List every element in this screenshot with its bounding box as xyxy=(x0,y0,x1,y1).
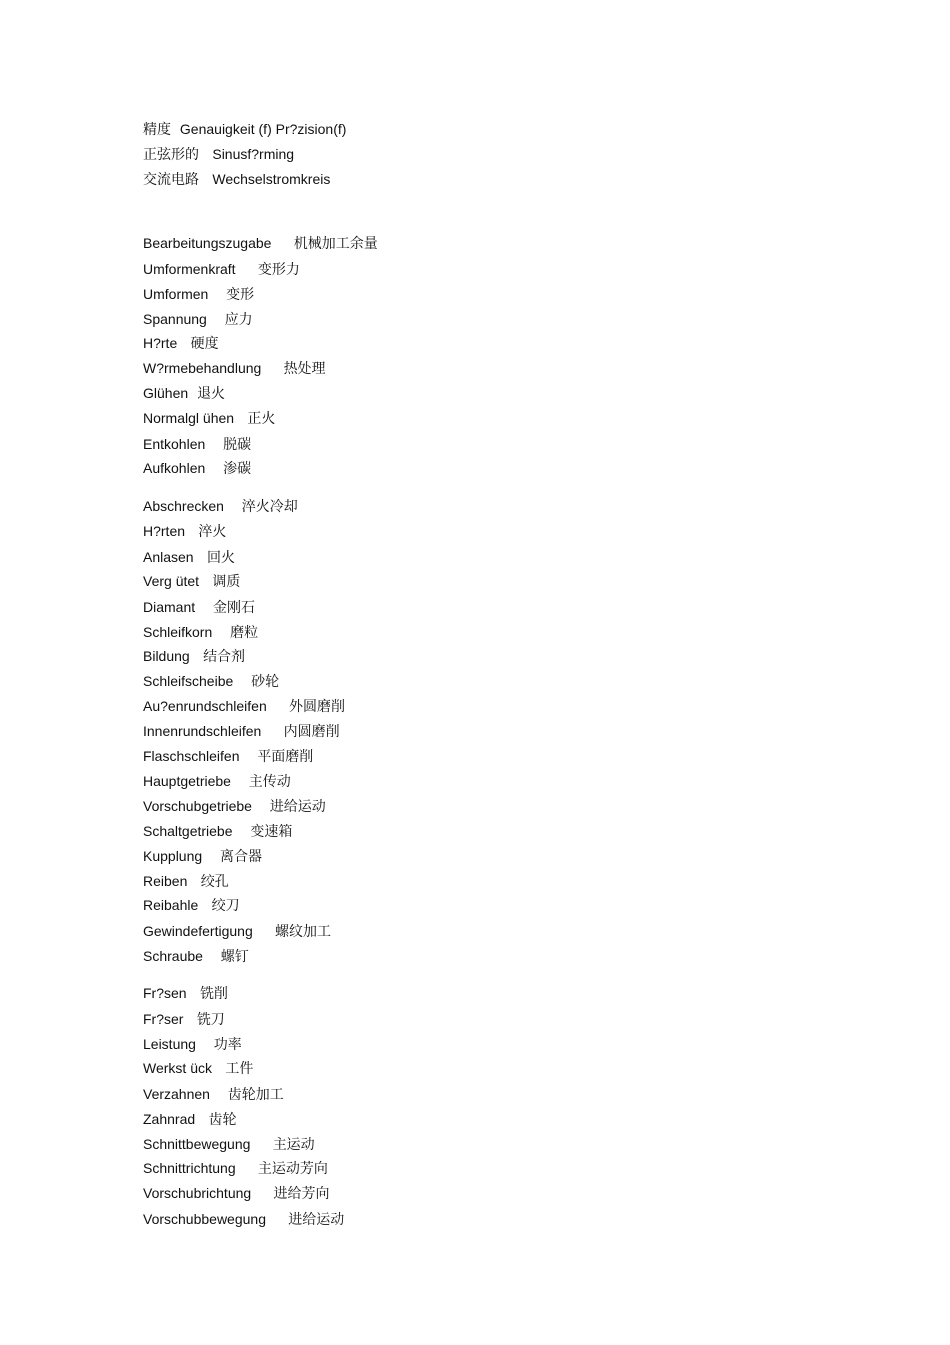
term-chinese: 功率 xyxy=(213,1037,242,1053)
term-german: Werkst ück xyxy=(143,1060,212,1076)
term-line xyxy=(143,845,262,867)
term-chinese: 淬火冷却 xyxy=(241,499,298,515)
term-german: Hauptgetriebe xyxy=(143,773,231,789)
term-german: Glühen xyxy=(143,385,189,401)
term-german: Verzahnen xyxy=(143,1086,210,1102)
term-chinese: 淬火 xyxy=(198,524,227,540)
term-line xyxy=(143,1008,225,1030)
term-german: Wechselstromkreis xyxy=(212,171,331,187)
term-chinese: 螺钉 xyxy=(220,949,249,965)
term-line xyxy=(143,770,291,792)
term-chinese: 脱碳 xyxy=(223,437,252,453)
term-german: Bearbeitungszugabe xyxy=(143,235,272,251)
term-line xyxy=(143,1033,242,1055)
term-chinese: 齿轮加工 xyxy=(227,1087,284,1103)
term-german: H?rte xyxy=(143,335,178,351)
term-line xyxy=(143,546,235,568)
term-chinese: 绞孔 xyxy=(200,874,229,890)
term-chinese: 热处理 xyxy=(283,361,326,377)
term-line xyxy=(143,982,228,1004)
term-line xyxy=(143,645,245,667)
term-line xyxy=(143,457,251,479)
term-chinese: 工件 xyxy=(225,1061,254,1077)
term-line xyxy=(143,520,226,542)
term-chinese: 外圆磨削 xyxy=(289,699,346,715)
term-line xyxy=(143,945,249,967)
term-line xyxy=(143,695,345,717)
term-german: Bildung xyxy=(143,648,190,664)
term-german: Sinusf?rming xyxy=(212,146,295,162)
term-chinese: 离合器 xyxy=(219,849,262,865)
term-chinese: 砂轮 xyxy=(251,674,280,690)
term-german: Diamant xyxy=(143,599,196,615)
term-line xyxy=(143,1157,328,1179)
term-line xyxy=(143,795,326,817)
term-german: Fr?ser xyxy=(143,1011,184,1027)
term-chinese: 变形 xyxy=(226,287,255,303)
term-chinese: 铣刀 xyxy=(196,1012,225,1028)
term-line xyxy=(143,407,275,429)
term-german: Au?enrundschleifen xyxy=(143,698,267,714)
term-german: H?rten xyxy=(143,523,186,539)
term-chinese: 磨粒 xyxy=(230,625,259,641)
term-line xyxy=(143,894,240,916)
term-line xyxy=(143,283,254,305)
term-line xyxy=(143,720,340,742)
term-german: Schleifkorn xyxy=(143,624,213,640)
term-german: Anlasen xyxy=(143,549,194,565)
term-german: Verg ütet xyxy=(143,573,200,589)
term-line xyxy=(143,1133,315,1155)
term-german: Zahnrad xyxy=(143,1111,196,1127)
term-line xyxy=(143,168,330,190)
term-german: Entkohlen xyxy=(143,436,206,452)
term-line xyxy=(143,745,313,767)
term-line xyxy=(143,920,331,942)
term-line xyxy=(143,118,346,140)
term-german: Reiben xyxy=(143,873,188,889)
term-german: Genauigkeit (f) Pr?zision(f) xyxy=(179,121,347,137)
term-chinese: 主传动 xyxy=(248,774,291,790)
term-line xyxy=(143,596,255,618)
term-german: Umformenkraft xyxy=(143,261,236,277)
term-chinese: 进给运动 xyxy=(288,1212,345,1228)
term-german: Schaltgetriebe xyxy=(143,823,233,839)
term-line xyxy=(143,1208,344,1230)
term-chinese: 齿轮 xyxy=(208,1112,237,1128)
term-german: Schnittrichtung xyxy=(143,1160,236,1176)
term-line xyxy=(143,232,378,254)
term-line xyxy=(143,357,326,379)
term-line xyxy=(143,1057,253,1079)
term-german: Aufkohlen xyxy=(143,460,206,476)
term-chinese: 主运动芳向 xyxy=(257,1161,328,1177)
term-german: Vorschubgetriebe xyxy=(143,798,252,814)
term-chinese: 变形力 xyxy=(257,262,300,278)
term-chinese: 铣削 xyxy=(199,986,228,1002)
term-chinese: 应力 xyxy=(224,312,253,328)
term-line xyxy=(143,1182,329,1204)
term-german: Schleifscheibe xyxy=(143,673,234,689)
term-german: Reibahle xyxy=(143,897,199,913)
term-chinese: 变速箱 xyxy=(250,824,293,840)
term-chinese: 交流电路 xyxy=(143,172,199,188)
term-chinese: 机械加工余量 xyxy=(293,236,378,252)
term-chinese: 螺纹加工 xyxy=(275,924,332,940)
term-chinese: 硬度 xyxy=(190,336,219,352)
term-chinese: 金刚石 xyxy=(212,600,255,616)
term-german: Vorschubbewegung xyxy=(143,1211,266,1227)
term-german: Schraube xyxy=(143,948,203,964)
term-german: W?rmebehandlung xyxy=(143,360,262,376)
term-german: Normalgl ühen xyxy=(143,410,235,426)
term-line xyxy=(143,1108,237,1130)
term-line xyxy=(143,820,292,842)
term-german: Fr?sen xyxy=(143,985,187,1001)
term-line xyxy=(143,258,300,280)
term-chinese: 退火 xyxy=(197,386,226,402)
term-german: Kupplung xyxy=(143,848,203,864)
term-chinese: 主运动 xyxy=(272,1137,315,1153)
term-chinese: 渗碳 xyxy=(223,461,252,477)
term-chinese: 正弦形的 xyxy=(143,147,199,163)
term-chinese: 结合剂 xyxy=(203,649,246,665)
term-chinese: 回火 xyxy=(206,550,235,566)
term-line xyxy=(143,433,251,455)
term-line xyxy=(143,621,258,643)
term-line xyxy=(143,143,294,165)
term-chinese: 进给运动 xyxy=(269,799,326,815)
term-line xyxy=(143,570,240,592)
term-german: Innenrundschleifen xyxy=(143,723,262,739)
term-chinese: 正火 xyxy=(247,411,276,427)
term-german: Abschrecken xyxy=(143,498,224,514)
term-line xyxy=(143,870,229,892)
term-german: Flaschschleifen xyxy=(143,748,240,764)
term-german: Umformen xyxy=(143,286,209,302)
term-line xyxy=(143,495,298,517)
term-line xyxy=(143,308,253,330)
term-german: Gewindefertigung xyxy=(143,923,253,939)
term-german: Schnittbewegung xyxy=(143,1136,251,1152)
term-chinese: 内圆磨削 xyxy=(283,724,340,740)
term-chinese: 精度 xyxy=(143,122,171,138)
term-chinese: 进给芳向 xyxy=(273,1186,330,1202)
term-line xyxy=(143,332,219,354)
term-german: Leistung xyxy=(143,1036,196,1052)
term-line xyxy=(143,670,279,692)
term-line xyxy=(143,382,225,404)
term-line xyxy=(143,1083,284,1105)
term-german: Vorschubrichtung xyxy=(143,1185,252,1201)
term-chinese: 绞刀 xyxy=(211,898,240,914)
term-chinese: 调质 xyxy=(212,574,241,590)
term-german: Spannung xyxy=(143,311,207,327)
term-chinese: 平面磨削 xyxy=(257,749,314,765)
